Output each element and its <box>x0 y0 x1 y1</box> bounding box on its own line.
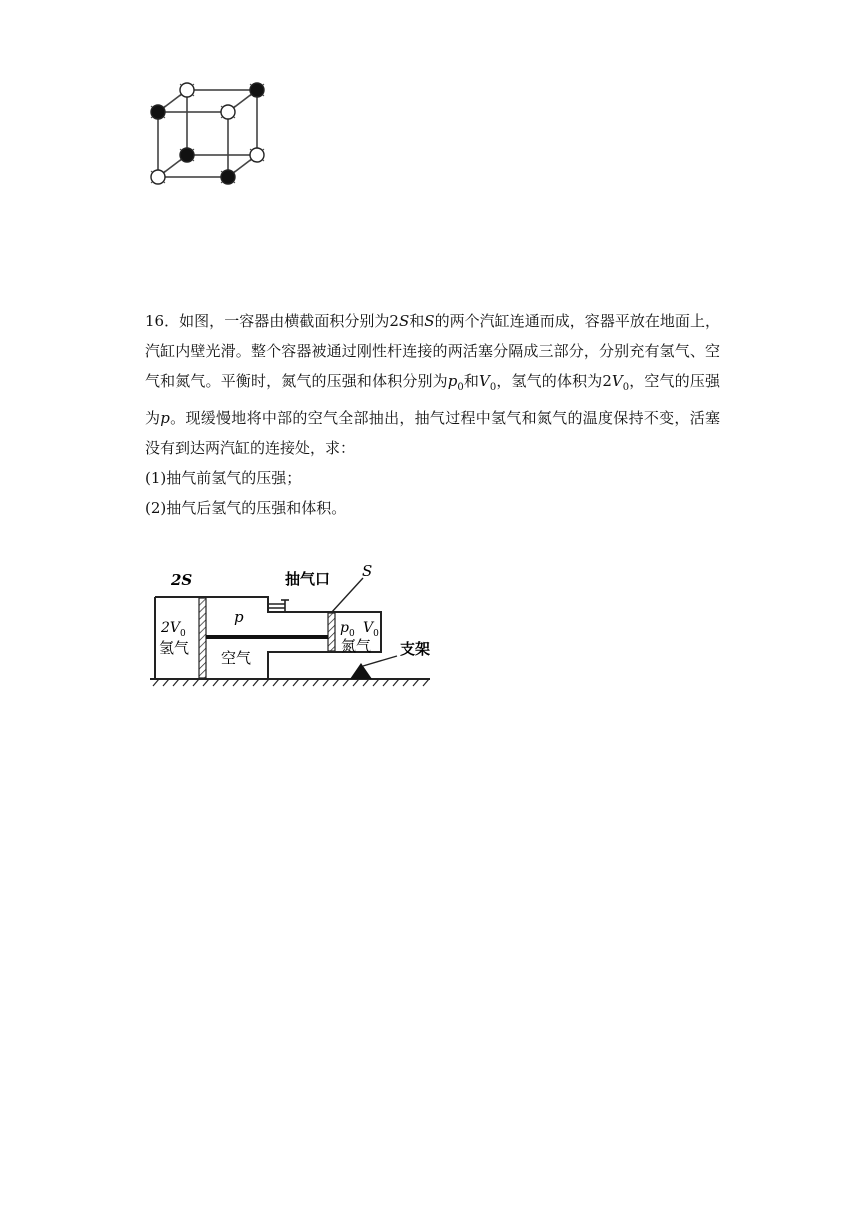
cylinder-apparatus-figure <box>145 560 435 695</box>
atom-open <box>250 148 264 162</box>
sub-question-2: (2)抽气后氢气的压强和体积。 <box>145 499 347 517</box>
atom-filled <box>221 170 235 184</box>
label-p: p <box>234 608 244 626</box>
problem-stem: 16．如图，一容器由横截面积分别为2S和S的两个汽缸连通而成，容器平放在地面上，汽缸内壁光滑。整个容器被通过刚性杆连接的两活塞分隔成三部分，分别充有氢气、空气和氮气。平衡时，氮气的压强和体积分别为$p_0$和$V_0$，氢气的体积为$2V_0$，空气的压强为p。现缓慢地将中部的空气全部抽出，抽气过程中氢气和氮气的温度保持不变，活塞没有到达两汽缸的连接处，求： <box>145 312 720 457</box>
atom-open <box>151 170 165 184</box>
label-v0: $V_0$ <box>363 620 379 639</box>
label-p0: $p_0$ <box>340 620 355 639</box>
atom-filled <box>180 148 194 162</box>
stand-pointer <box>363 656 397 666</box>
sub-question-1: (1)抽气前氢气的压强； <box>145 469 302 487</box>
left-piston <box>199 598 206 678</box>
question-number: 16 <box>145 312 165 330</box>
label-stand: 支架 <box>400 640 431 658</box>
atom-filled <box>151 105 165 119</box>
label-nitrogen: 氮气 <box>341 637 372 655</box>
label-air: 空气 <box>221 649 252 667</box>
stand-triangle <box>350 663 372 679</box>
right-piston <box>328 613 335 651</box>
label-2s: 2S <box>171 571 193 589</box>
atom-open <box>221 105 235 119</box>
atom-filled <box>250 83 264 97</box>
label-2v0: $2V_0$ <box>161 620 186 639</box>
label-outlet: 抽气口 <box>285 570 331 588</box>
outlet-valve <box>268 600 289 612</box>
label-s: S <box>362 562 373 580</box>
problem-16 <box>145 306 720 523</box>
atom-open <box>180 83 194 97</box>
ground-hatching <box>153 679 429 686</box>
s-pointer <box>331 578 363 613</box>
label-hydrogen: 氢气 <box>159 639 190 657</box>
crystal-lattice-figure <box>140 70 270 195</box>
